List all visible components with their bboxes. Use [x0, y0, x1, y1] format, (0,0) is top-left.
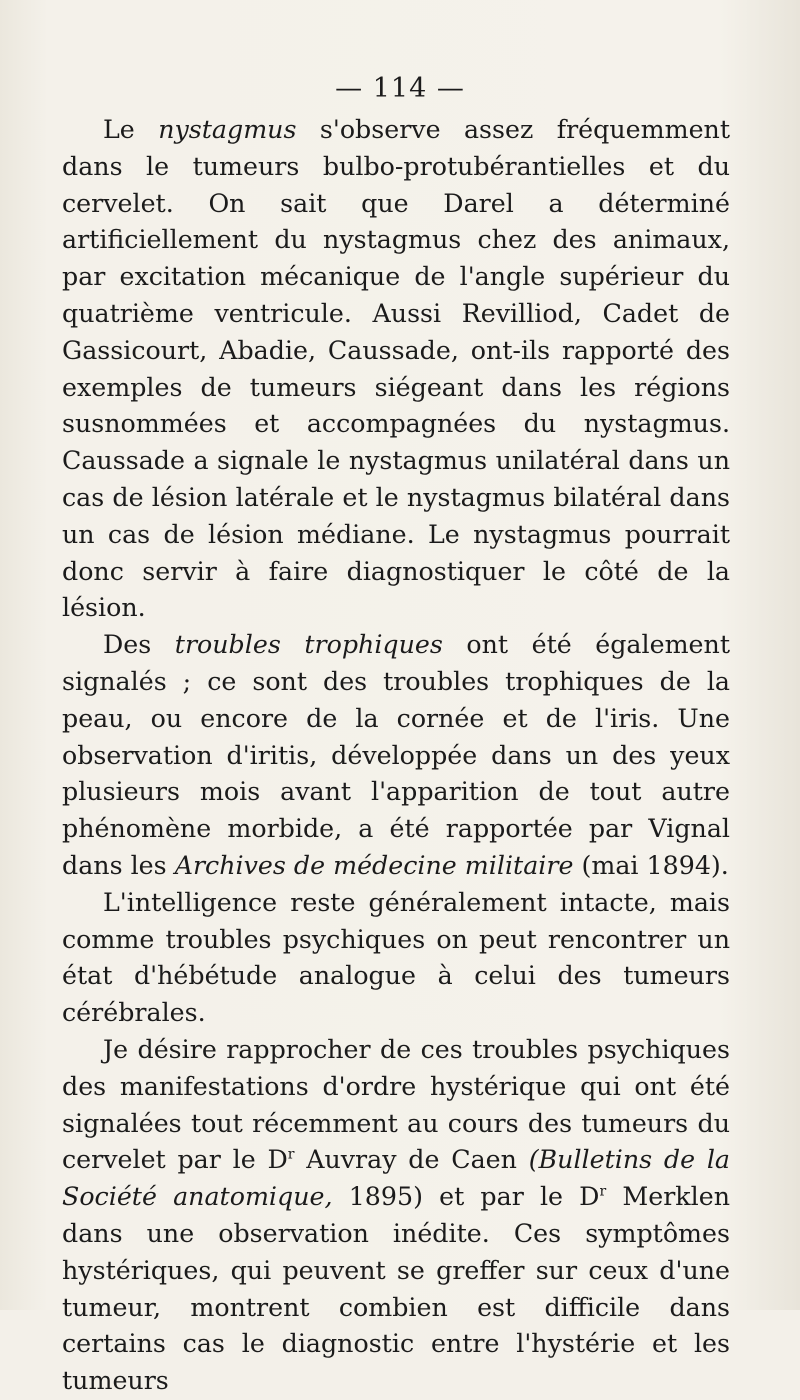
text-segment: L'intelligence reste généralement intacte, mais comme troubles psychiques on peut rencontrer un état d'hébétude analogue à celui des tumeurs cérébrales.	[62, 887, 730, 1028]
text-segment: s'observe assez fréquemment dans le tumeurs bulbo-protubérantielles et du cervelet. On sait que Darel a déterminé artificiellement du nystagmus chez des animaux, par excitation mécanique de l'angle supérieur du quatrième ventricule. Aussi Revilliod, Cadet de Gassicourt, Abadie, Caussade, ont-ils rapporté des exemples de tumeurs siégeant dans les régions susnommées et accompagnées du nystagmus. Caussade a signale le nystagmus unilatéral dans un cas de lésion latérale et le nystagmus bilatéral dans un cas de lésion médiane. Le nystagmus pourrait donc servir à faire diagnostiquer le côté de la lésion.	[62, 115, 731, 623]
text-segment: Des	[103, 630, 175, 660]
text-segment: Le	[103, 115, 159, 144]
page-number: — 114 —	[335, 73, 465, 104]
paragraph	[62, 627, 730, 885]
body-text	[62, 112, 730, 1400]
italic-text: troubles trophiques	[174, 630, 443, 660]
italic-text: (Bulletins de la Société anatomique,	[62, 1145, 730, 1212]
superscript: r	[287, 1146, 295, 1163]
paragraph	[62, 112, 730, 627]
paragraph	[62, 1032, 730, 1400]
superscript: r	[599, 1183, 607, 1200]
text-segment: ont été également signalés ; ce sont des troubles trophiques de la peau, ou encore de la cornée et de l'iris. Une observation d'iritis, développée dans un des yeux plusieurs mois avant l'apparition de tout autre phénomène morbide, a été rapportée par Vignal dans les	[62, 630, 730, 880]
paragraph	[62, 885, 730, 1032]
italic-text: nystagmus	[158, 115, 297, 144]
italic-text: Archives de médecine militaire	[174, 850, 574, 880]
text-segment: (mai 1894).	[573, 850, 729, 880]
text-segment: 1895) et par le D	[332, 1182, 600, 1212]
text-segment: Merklen dans une observation inédite. Ces symptômes hystériques, qui peuvent se greffer sur ceux d'une tumeur, montrent combien est difficile dans certains cas le diagnostic entre l'hystérie et les tumeurs	[62, 1182, 730, 1396]
text-segment: Auvray de Caen	[294, 1145, 529, 1175]
text-segment: Je désire rapprocher de ces troubles psychiques des manifestations d'ordre hystérique qui ont été signalées tout récemment au cours des tumeurs du cervelet par le D	[62, 1034, 730, 1175]
